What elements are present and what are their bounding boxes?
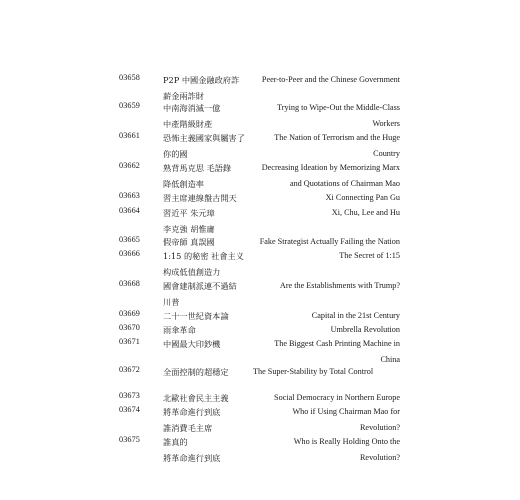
entry-english-title [230,190,400,206]
entry-number: 03669 [119,309,140,318]
english-title-line: Xi Connecting Pan Gu [325,193,400,202]
chinese-title-line: 將革命進行到底 [163,453,221,463]
entry-number: 03666 [119,249,140,258]
entry-english-title [230,434,400,466]
entry-number: 03668 [119,279,140,288]
chinese-title-line: 川普 [163,297,180,307]
entry-english-title [230,404,400,436]
entry-number: 03670 [119,323,140,332]
english-title-line: Xi, Chu, Lee and Hu [331,208,400,217]
entry-english-title [230,72,400,88]
entry-english-title [230,100,400,132]
english-title-line: The Super-Stability by Total Control [253,367,374,376]
english-title-line: Country [373,149,400,158]
english-title-line: Capital in the 21st Century [311,311,400,320]
english-title-line: The Biggest Cash Printing Machine in [274,339,400,348]
english-title-line: Fake Strategist Actually Failing the Nation [259,237,400,246]
entry-number: 03662 [119,161,140,170]
entry-number: 03659 [119,101,140,110]
entry-english-title [230,205,400,221]
english-title-line: Umbrella Revolution [330,325,400,334]
english-title-line: Trying to Wipe-Out the Middle-Class [277,103,400,112]
entry-number: 03665 [119,235,140,244]
entry-english-title [230,278,400,294]
entry-number: 03661 [119,131,140,140]
entry-number: 03671 [119,337,140,346]
chinese-title-line: 李克強 胡惟庸 [163,224,215,234]
chinese-title-line: 習近平 朱元璋 [163,208,215,218]
chinese-title-line: 降低創造率 [163,179,204,189]
chinese-title-line: 构成低值創造力 [163,267,221,277]
chinese-title-line: 熟背馬克思 毛語錄 [163,163,232,173]
english-title-line: Who if Using Chairman Mao for [292,407,400,416]
english-title-line: Social Democracy in Northern Europe [274,393,400,402]
entry-number: 03675 [119,435,140,444]
chinese-title-line: 薪金兩詐財 [163,91,204,101]
entry-number: 03658 [119,73,140,82]
chinese-title-line: 國會建制派連不過結 [163,281,237,291]
english-title-line: Decreasing Ideation by Memorizing Marx [261,163,400,172]
chinese-title-line: 將革命進行到底 [163,407,221,417]
english-title-line: China [380,355,400,364]
english-title-line: The Nation of Terrorism and the Huge [274,133,400,142]
english-title-line: Revolution? [359,453,400,462]
chinese-title-line: 北歐社會民主主義 [163,393,229,403]
entry-english-title [230,130,400,162]
entry-english-title [230,248,400,264]
entry-number: 03664 [119,206,140,215]
english-title-line: Workers [372,119,400,128]
entry-number: 03674 [119,405,140,414]
chinese-title-line: 習主席連線盤古開天 [163,193,237,203]
chinese-title-line: 誰真的 [163,437,188,447]
chinese-title-line: 誰消費毛主席 [163,423,213,433]
english-title-line: Are the Establishments with Trump? [279,281,400,290]
chinese-title-line: 中南海消滅一億 [163,103,221,113]
chinese-title-line: 假帝師 真誤國 [163,237,215,247]
entry-number: 03663 [119,191,140,200]
entry-number: 03672 [119,365,140,374]
chinese-title-line: 雨傘革命 [163,325,196,335]
english-title-line: Who is Really Holding Onto the [293,437,400,446]
chinese-title-line: 二十一世紀資本論 [163,311,229,321]
chinese-title-line: 1:15 的秘密 社會主义 [163,251,244,261]
chinese-title-line: 中國最大印鈔機 [163,339,221,349]
entry-english-title [253,364,423,380]
chinese-title-line: 中產階級財產 [163,119,213,129]
chinese-title-line: 全面控制的超穩定 [163,367,229,377]
english-title-line: and Quotations of Chairman Mao [289,179,400,188]
english-title-line: Revolution? [359,423,400,432]
chinese-title-line: 恐怖主義國家與屬害了 [163,133,245,143]
chinese-title-line: P2P 中國金融政府詐 [163,75,240,85]
entry-english-title [230,160,400,192]
english-title-line: Peer-to-Peer and the Chinese Government [261,75,400,84]
chinese-title-line: 你的國 [163,149,188,159]
entry-number: 03673 [119,391,140,400]
english-title-line: The Secret of 1:15 [339,251,400,260]
